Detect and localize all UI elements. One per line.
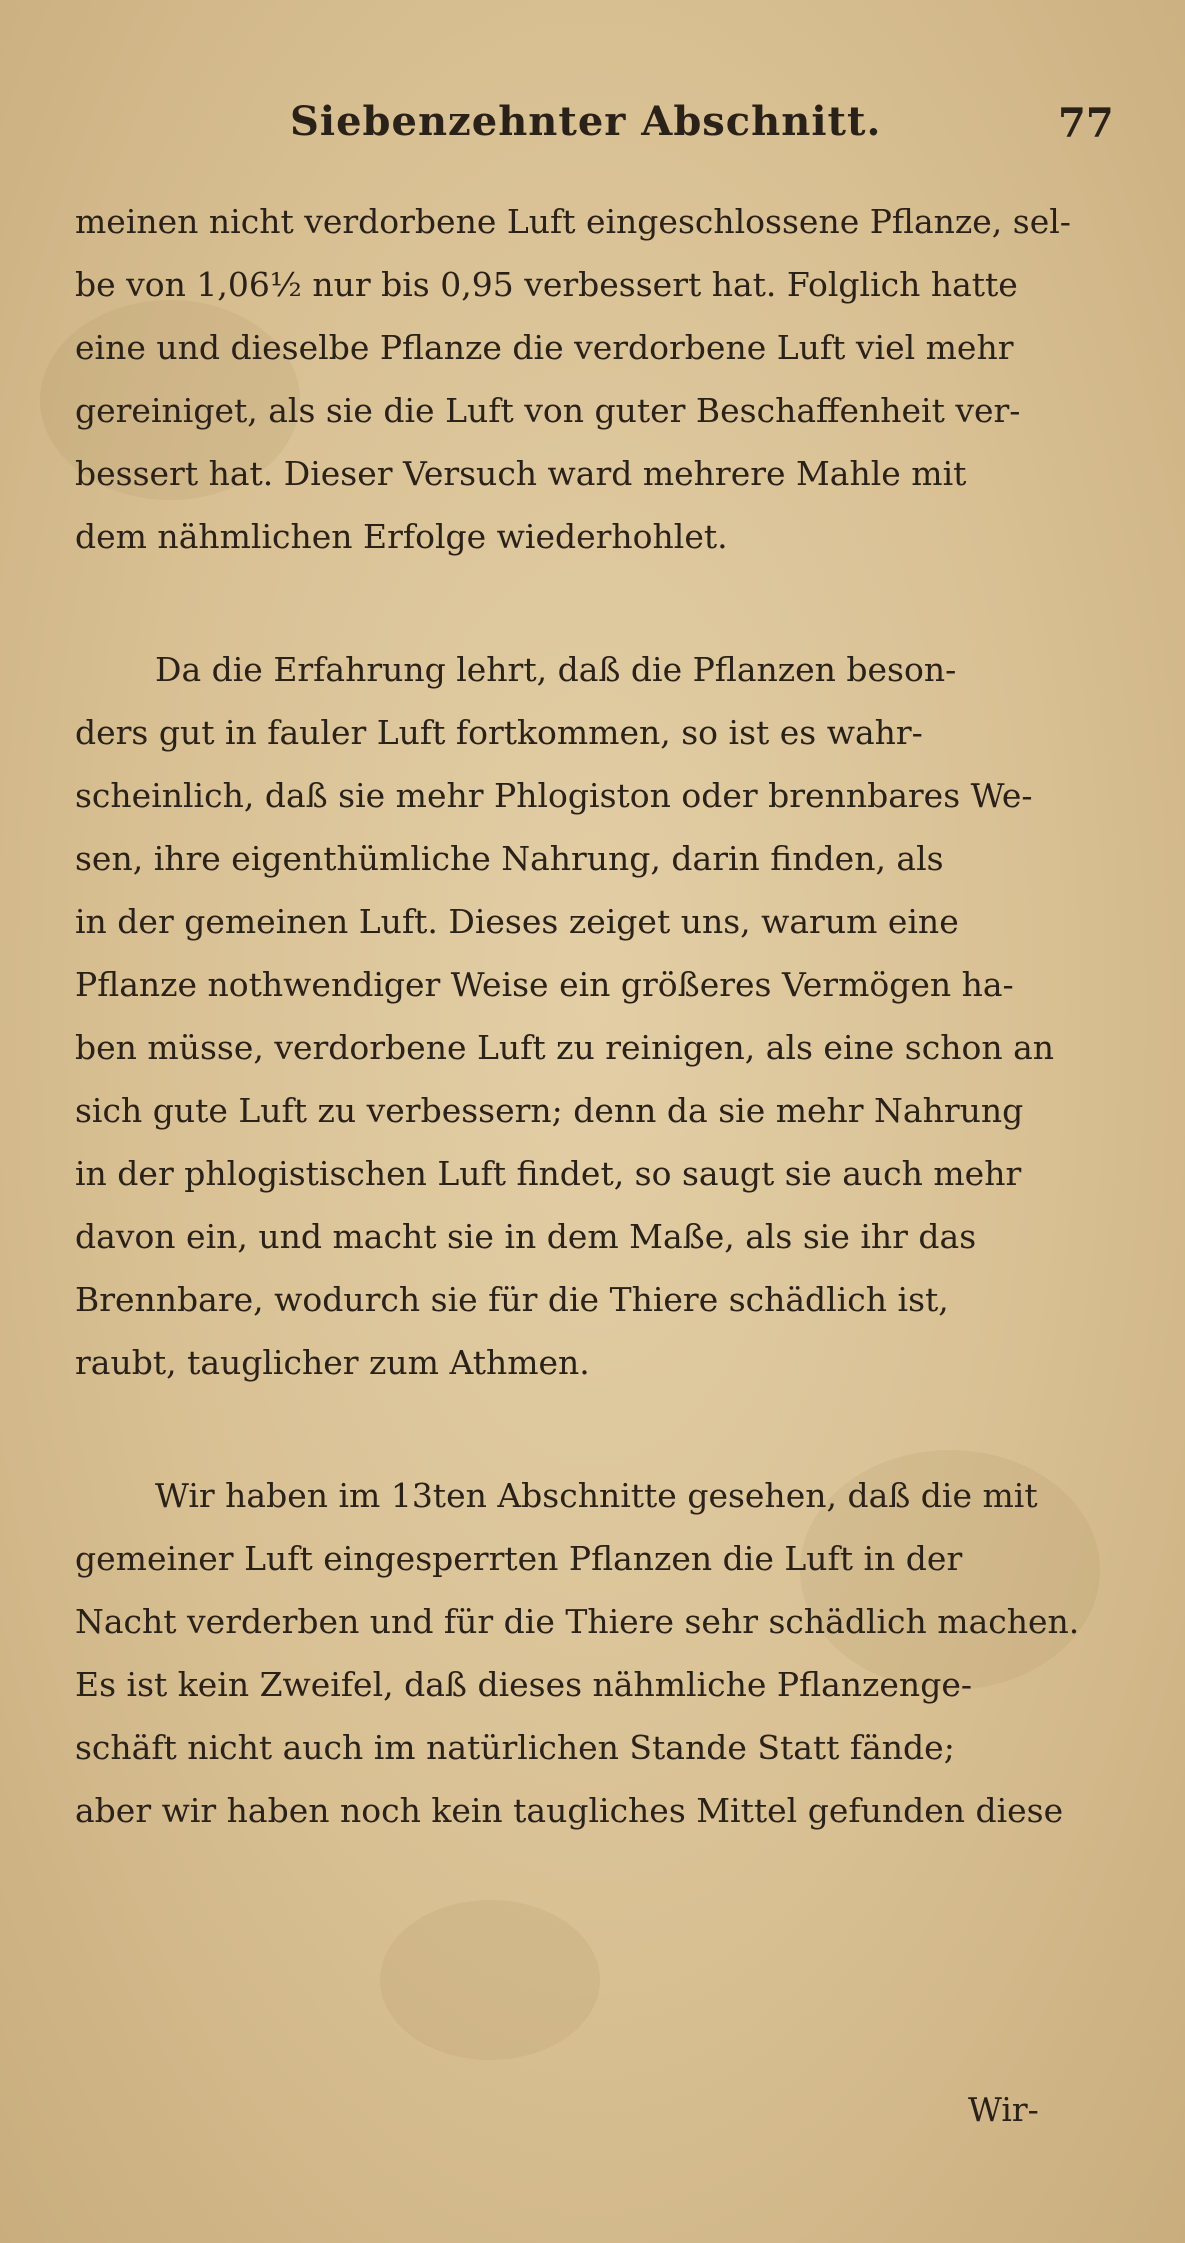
text-line: Da die Erfahrung lehrt, daß die Pflanzen beson- (155, 650, 957, 689)
text-line: schäft nicht auch im natürlichen Stande Statt fände; (75, 1728, 955, 1767)
paragraph-gap (75, 568, 1115, 638)
text-line: ders gut in fauler Luft fortkommen, so ist es wahr- (75, 713, 923, 752)
page-number: 77 (1058, 100, 1114, 147)
text-line: Es ist kein Zweifel, daß dieses nähmliche Pflanzenge- (75, 1665, 972, 1704)
page-header (0, 98, 1185, 158)
text-line: Pflanze nothwendiger Weise ein größeres Vermögen ha- (75, 965, 1014, 1004)
text-line: be von 1,06½ nur bis 0,95 verbessert hat. Folglich hatte (75, 265, 1018, 304)
text-line: Brennbare, wodurch sie für die Thiere schädlich ist, (75, 1280, 949, 1319)
text-line: meinen nicht verdorbene Luft eingeschlossene Pflanze, sel- (75, 202, 1071, 241)
page-body (75, 190, 1115, 1842)
text-line: raubt, tauglicher zum Athmen. (75, 1343, 590, 1382)
paragraph (75, 190, 1115, 568)
text-line: ben müsse, verdorbene Luft zu reinigen, als eine schon an (75, 1028, 1054, 1067)
running-title: Siebenzehnter Abschnitt. (290, 98, 882, 145)
paragraph (75, 1464, 1115, 1842)
catchword: Wir- (968, 2090, 1039, 2129)
text-line: davon ein, und macht sie in dem Maße, als sie ihr das (75, 1217, 977, 1256)
text-line: Wir haben im 13ten Abschnitte gesehen, daß die mit (155, 1476, 1038, 1515)
text-line: gereiniget, als sie die Luft von guter Beschaffenheit ver- (75, 391, 1021, 430)
text-line: bessert hat. Dieser Versuch ward mehrere Mahle mit (75, 454, 967, 493)
text-line: scheinlich, daß sie mehr Phlogiston oder brennbares We- (75, 776, 1033, 815)
paper-stain (380, 1900, 600, 2060)
text-line: in der phlogistischen Luft findet, so saugt sie auch mehr (75, 1154, 1022, 1193)
text-line: aber wir haben noch kein taugliches Mittel gefunden diese (75, 1791, 1064, 1830)
text-line: sich gute Luft zu verbessern; denn da sie mehr Nahrung (75, 1091, 1024, 1130)
paragraph (75, 638, 1115, 1394)
text-line: gemeiner Luft eingesperrten Pflanzen die Luft in der (75, 1539, 963, 1578)
text-line: sen, ihre eigenthümliche Nahrung, darin finden, als (75, 839, 944, 878)
text-line: dem nähmlichen Erfolge wiederhohlet. (75, 517, 728, 556)
text-line: in der gemeinen Luft. Dieses zeiget uns, warum eine (75, 902, 959, 941)
text-line: eine und dieselbe Pflanze die verdorbene Luft viel mehr (75, 328, 1014, 367)
paragraph-gap (75, 1394, 1115, 1464)
text-line: Nacht verderben und für die Thiere sehr schädlich machen. (75, 1602, 1080, 1641)
